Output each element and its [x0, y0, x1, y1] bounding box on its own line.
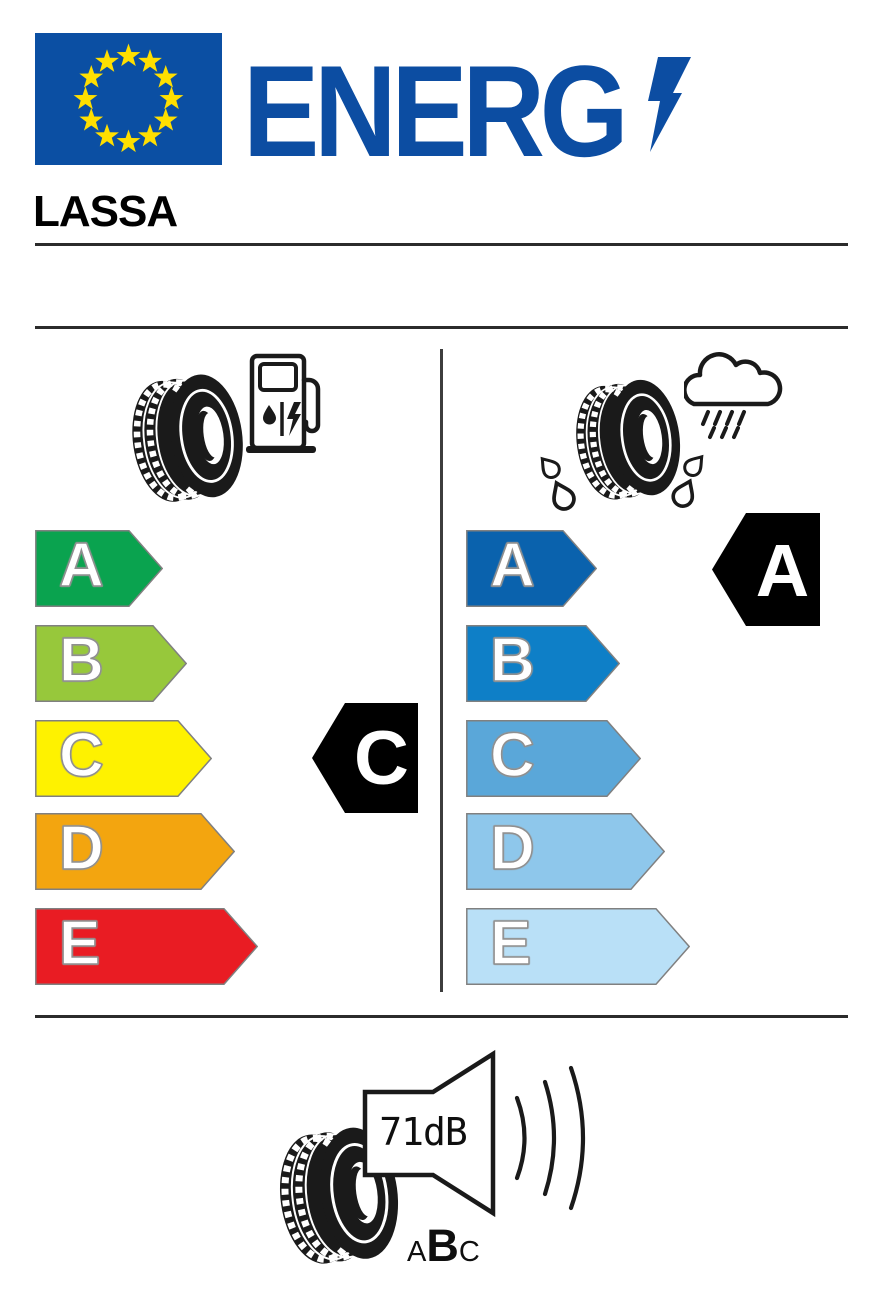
water-splash-icon	[500, 446, 744, 518]
fuel-pump-icon	[244, 350, 326, 455]
fuel-class-arrow-c	[35, 720, 212, 797]
lightning-icon	[646, 57, 696, 152]
wet-grip-rating-letter: A	[755, 529, 810, 612]
noise-class-b-selected: B	[426, 1220, 459, 1271]
fuel-class-arrow-e	[35, 908, 258, 985]
separator-line-top	[35, 243, 848, 246]
separator-line-bottom	[35, 1015, 848, 1018]
sound-waves-icon	[505, 1058, 600, 1218]
noise-class-a: A	[407, 1236, 427, 1268]
grade-letter: D	[59, 814, 104, 883]
fuel-rating-arrow	[312, 703, 418, 813]
fuel-class-arrow-a	[35, 530, 163, 607]
grade-letter: D	[490, 814, 535, 883]
grade-letter: A	[490, 531, 535, 600]
fuel-class-arrow-b	[35, 625, 187, 702]
fuel-rating-letter: C	[354, 716, 409, 801]
rain-cloud-icon	[684, 346, 784, 442]
noise-value: 71dB	[379, 1110, 467, 1154]
tire-icon	[130, 370, 247, 507]
wet_grip-class-arrow-b	[466, 625, 620, 702]
grade-letter: A	[59, 531, 104, 600]
fuel-class-arrow-d	[35, 813, 235, 890]
wet_grip-class-arrow-c	[466, 720, 641, 797]
wet_grip-class-arrow-e	[466, 908, 690, 985]
separator-line-middle	[35, 326, 848, 329]
wet_grip-class-arrow-d	[466, 813, 665, 890]
noise-class-c: C	[458, 1236, 480, 1268]
grade-letter: E	[59, 909, 101, 978]
wet_grip-class-arrow-a	[466, 530, 597, 607]
grade-letter: C	[59, 721, 104, 790]
wet-grip-rating-arrow	[712, 513, 820, 626]
noise-class-letters	[407, 1220, 480, 1271]
grade-letter: B	[490, 626, 535, 695]
brand-name: LASSA	[33, 187, 178, 236]
energ-logo-text: ENERG	[243, 38, 624, 184]
grade-letter: C	[490, 721, 535, 790]
grade-letter: B	[59, 626, 104, 695]
eu-flag	[35, 33, 222, 165]
grade-letter: E	[490, 909, 532, 978]
column-divider	[440, 349, 443, 992]
